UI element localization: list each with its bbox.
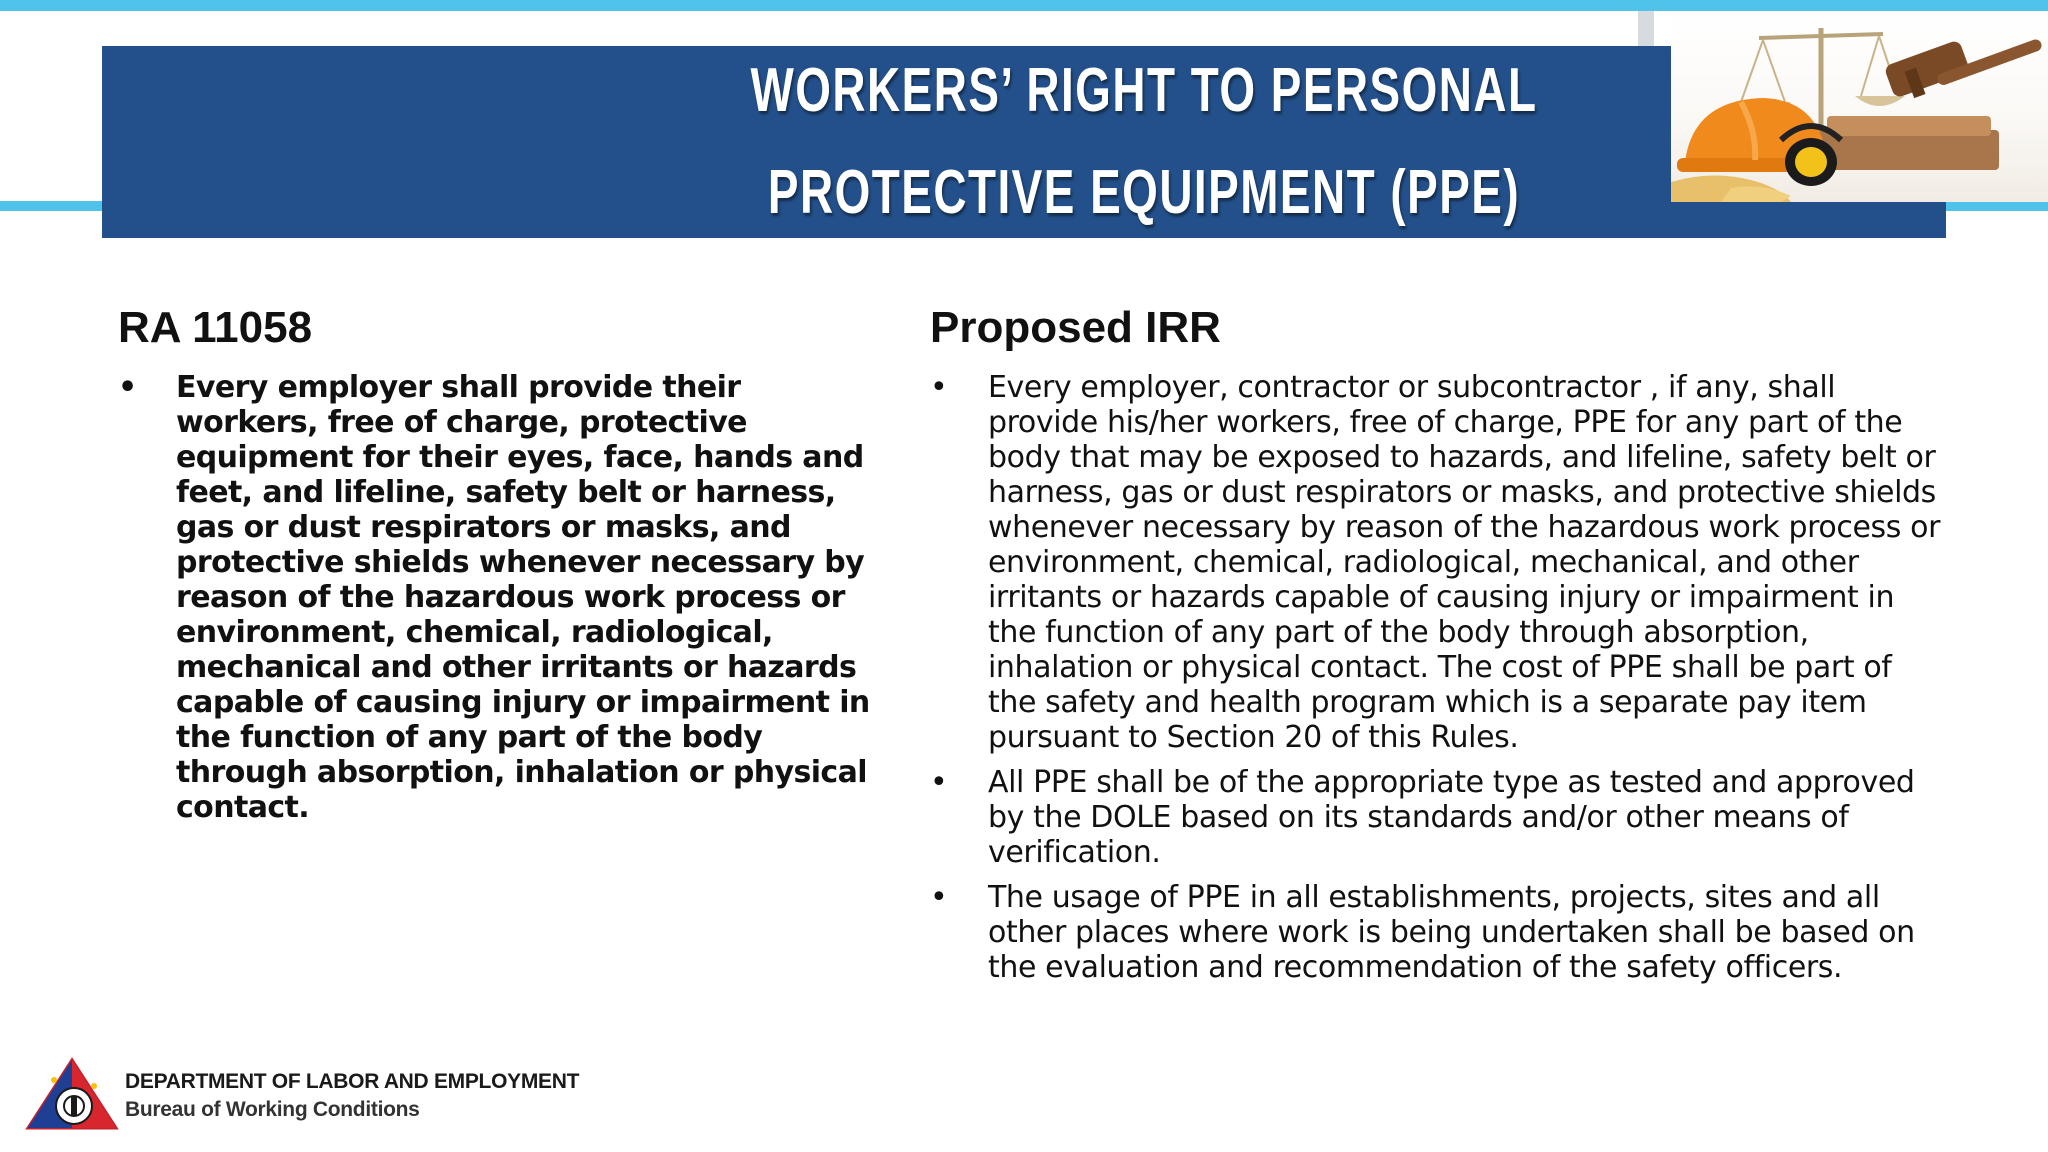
scales-gavel-hardhat-icon <box>1671 12 2048 202</box>
decorative-divider <box>1638 11 1654 47</box>
bullet-text: Every employer, contractor or subcontractor , if any, shall provide his/her workers, free of charge, PPE for any part of the body that may be exposed to hazards, and lifeline, safety belt or harness, gas or dust respirators or masks, and protective shields whenever necessary by reason of the hazardous work process or environment, chemical, radiological, mechanical, and other irritants or hazards capable of causing injury or impairment in the function of any part of the body through absorption, inhalation or physical contact. The cost of PPE shall be part of the safety and health program which is a separate pay item pursuant to Section 20 of this Rules. <box>988 370 1941 755</box>
bullet-text: All PPE shall be of the appropriate type as tested and approved by the DOLE based on its standards and/or other means of verification. <box>988 765 1915 870</box>
irr-bullet-list <box>930 370 1940 985</box>
list-item <box>930 370 1940 755</box>
list-item <box>930 880 1940 985</box>
slide-title <box>750 46 1538 238</box>
bullet-text: Every employer shall provide their workers, free of charge, protective equipment for their eyes, face, hands and feet, and lifeline, safety belt or harness, gas or dust respirators or masks, and protective shields whenever necessary by reason of the hazardous work process or environment, chemical, radiological, mechanical and other irritants or hazards capable of causing injury or impairment in the function of any part of the body through absorption, inhalation or physical contact. <box>176 370 870 825</box>
ra-bullet-list <box>118 370 878 825</box>
left-accent-line <box>0 201 104 211</box>
left-column-heading: RA 11058 <box>118 303 313 352</box>
bullet-icon: • <box>930 880 948 915</box>
list-item <box>930 765 1940 870</box>
list-item <box>118 370 878 825</box>
bullet-icon: • <box>930 765 948 800</box>
title-banner <box>102 46 1946 238</box>
bureau-name: Bureau of Working Conditions <box>125 1098 420 1121</box>
footer-department <box>125 1068 579 1124</box>
right-accent-line <box>1944 201 2048 211</box>
dole-logo-icon <box>24 1056 120 1132</box>
right-column-heading: Proposed IRR <box>930 303 1221 352</box>
ra-11058-column <box>118 300 878 835</box>
proposed-irr-column <box>930 300 1940 995</box>
department-name: DEPARTMENT OF LABOR AND EMPLOYMENT <box>125 1070 580 1093</box>
top-accent-bar <box>0 0 2048 11</box>
title-line-2: PROTECTIVE EQUIPMENT (PPE) <box>767 158 1521 227</box>
bullet-icon: • <box>118 370 137 405</box>
title-line-1: WORKERS’ RIGHT TO PERSONAL <box>750 56 1538 125</box>
bullet-text: The usage of PPE in all establishments, projects, sites and all other places where work is being undertaken shall be based on the evaluation and recommendation of the safety officers. <box>988 880 1915 985</box>
bullet-icon: • <box>930 370 948 405</box>
